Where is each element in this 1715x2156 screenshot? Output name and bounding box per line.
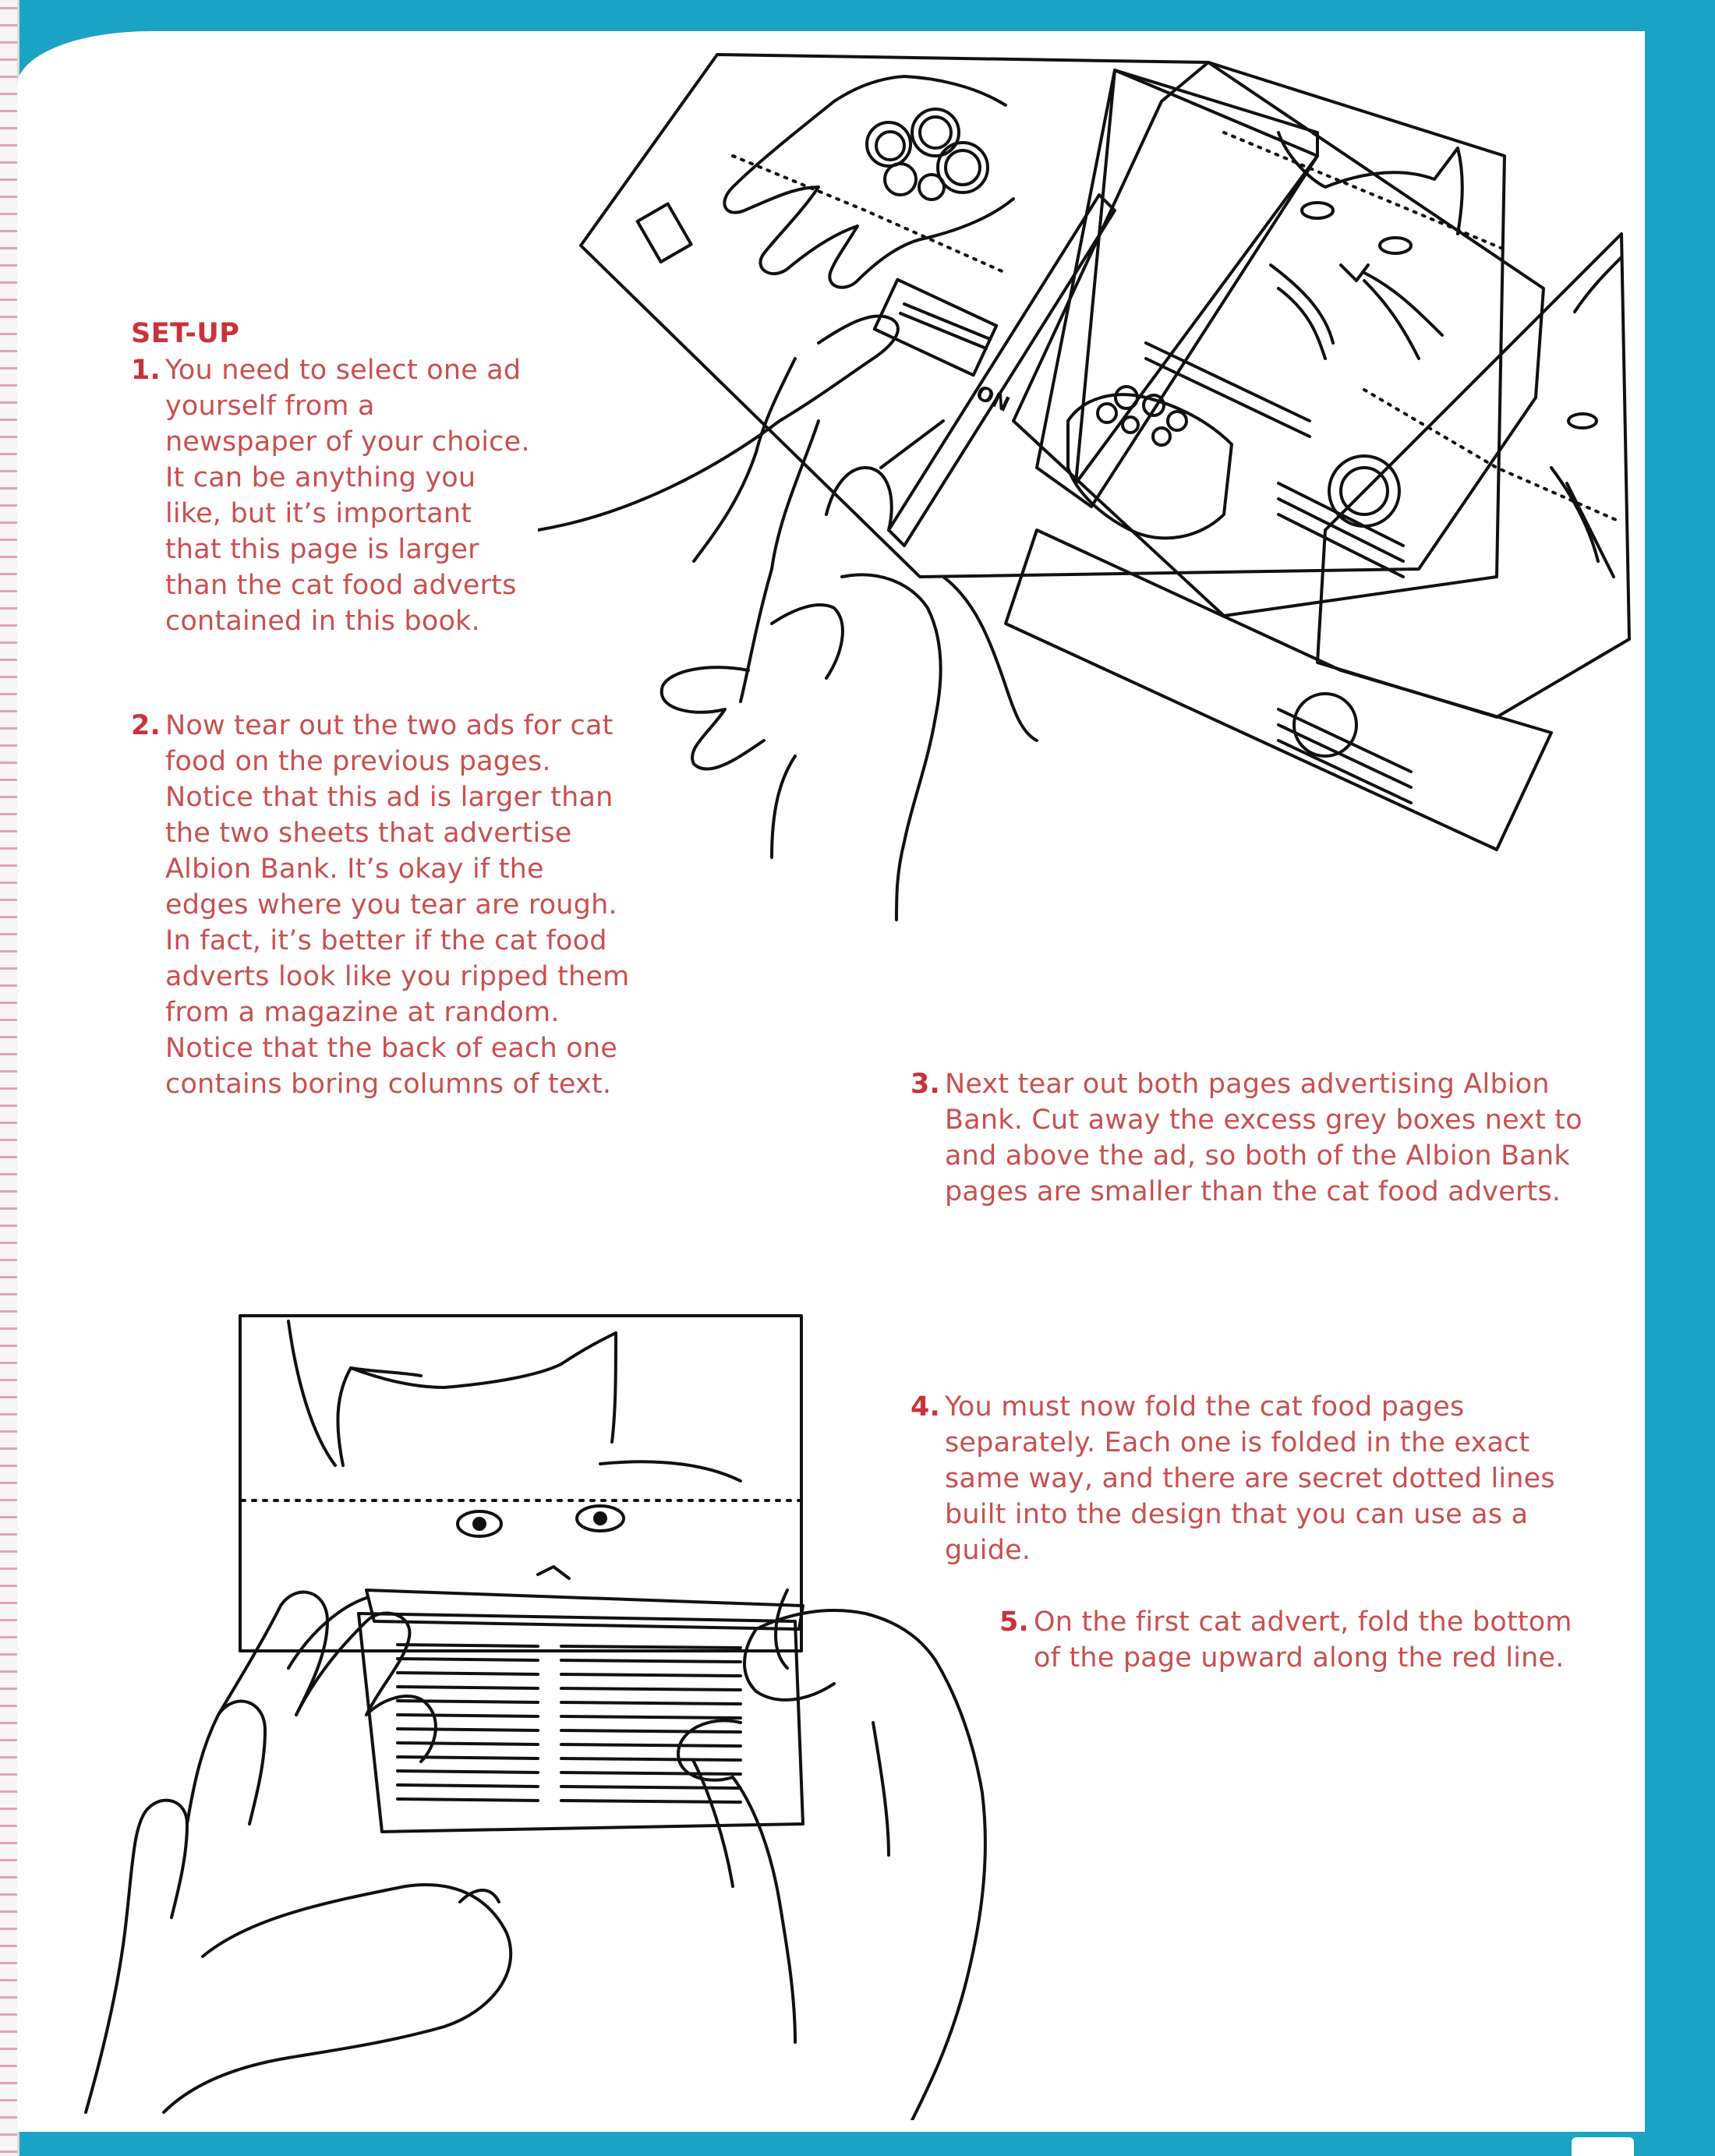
- step-5-text: On the first cat advert, fold the bottom of the page upward along the red line.: [1034, 1606, 1572, 1674]
- step-1: [131, 352, 602, 639]
- hands-cutting-adverts-illustration: [538, 31, 1645, 928]
- setup-heading: SET-UP: [131, 318, 240, 349]
- step-2-number: 2.: [131, 710, 161, 741]
- step-3-text: Next tear out both pages advertising Albion Bank. Cut away the excess grey boxes next to and above the ad, so both of the Albion Bank pages are smaller than the cat food adverts.: [945, 1069, 1582, 1207]
- step-5: [999, 1604, 1650, 1676]
- step-2-text: Now tear out the two ads for cat food on the previous pages. Notice that this ad is larger than the two sheets that advertise Albion Bank. It’s okay if the edges where you tear are rough. In fact, it’s better if the cat food adverts look like you ripped them from a magazine at random. Notice that the back of each one contains boring columns of text.: [165, 710, 630, 1100]
- step-1-number: 1.: [131, 355, 161, 386]
- step-4-text: You must now fold the cat food pages separately. Each one is folded in the exact same way, and there are secret dotted lines built into the design that you can use as a guide.: [945, 1391, 1555, 1566]
- label-on: ON: [972, 381, 1013, 417]
- step-4: [911, 1389, 1600, 1568]
- step-4-number: 4.: [911, 1391, 941, 1423]
- step-3: [911, 1066, 1646, 1210]
- step-3-number: 3.: [911, 1069, 941, 1100]
- page-number-tab: [1572, 2137, 1634, 2156]
- step-1-text: You need to select one ad yourself from a newspaper of your choice. It can be anything you like, but it’s important that this page is larger than the cat food adverts contained in this book.: [165, 355, 530, 637]
- step-2: [131, 708, 664, 1102]
- step-5-number: 5.: [999, 1606, 1030, 1638]
